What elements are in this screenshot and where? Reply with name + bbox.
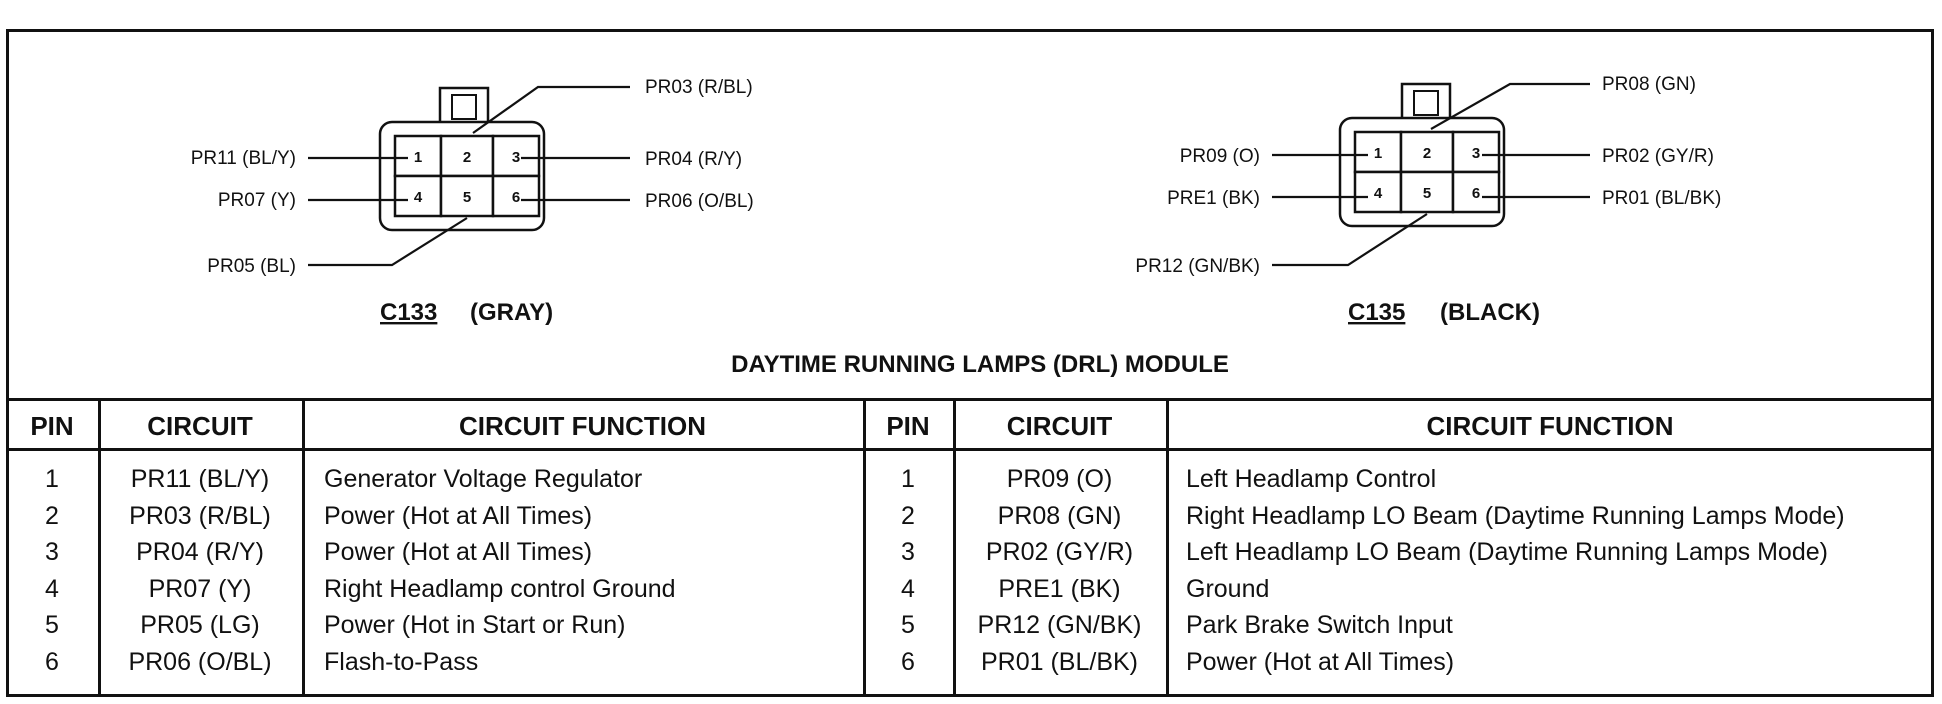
right-row-4-function: Ground (1186, 574, 1270, 603)
c133-callout-pin3: PR04 (R/Y) (645, 149, 743, 170)
c135-callout-pin4: PRE1 (BK) (1167, 188, 1260, 209)
c135-pin-5: 5 (1422, 185, 1432, 202)
c133-pin-6: 6 (511, 189, 521, 206)
left-row-1-pin: 1 (45, 465, 59, 493)
right-row-2-circuit: PR08 (GN) (997, 501, 1122, 530)
left-row-2-pin: 2 (45, 501, 59, 530)
c135-callout-pin1: PR09 (O) (1179, 146, 1260, 167)
c133-pin-4: 4 (413, 189, 423, 206)
left-row-3-function: Power (Hot at All Times) (324, 538, 593, 566)
table-top-border (6, 398, 1934, 401)
table-header-border (6, 448, 1934, 451)
left-row-1-circuit: PR11 (BL/Y) (130, 465, 270, 493)
left-row-3-circuit: PR04 (R/Y) (136, 538, 264, 566)
c133-callout-pin6: PR06 (O/BL) (645, 191, 754, 212)
right-row-6-function: Power (Hot at All Times) (1186, 647, 1455, 676)
c135-latch-slot (1414, 91, 1438, 115)
right-row-4-pin: 4 (901, 574, 915, 603)
pinout-table (6, 398, 1934, 697)
left-row-4-function: Right Headlamp control Ground (324, 574, 676, 603)
left-row-4-pin: 4 (45, 574, 59, 603)
header-circuit-left: CIRCUIT (147, 411, 253, 441)
header-function-right: CIRCUIT FUNCTION (1426, 411, 1674, 441)
right-row-1-function: Left Headlamp Control (1186, 465, 1437, 493)
left-row-2-function: Power (Hot at All Times) (324, 501, 593, 530)
c133-callout-pin4: PR07 (Y) (217, 190, 296, 211)
c133-callout-pin1: PR11 (BL/Y) (190, 148, 296, 169)
c133-id: C133 (380, 299, 438, 326)
c135-callout-pin5: PR12 (GN/BK) (1135, 256, 1260, 277)
left-row-2-circuit: PR03 (R/BL) (129, 501, 271, 530)
c135-color: (BLACK) (1440, 299, 1540, 326)
c135-callout-pin3: PR02 (GY/R) (1602, 146, 1714, 167)
left-row-5-function: Power (Hot in Start or Run) (324, 611, 626, 639)
module-title: DAYTIME RUNNING LAMPS (DRL) MODULE (731, 351, 1229, 378)
left-row-6-function: Flash-to-Pass (324, 647, 479, 676)
c135-id: C135 (1348, 299, 1406, 326)
left-row-6-circuit: PR06 (O/BL) (128, 647, 272, 676)
c135-pin-4: 4 (1373, 185, 1383, 202)
c133-color: (GRAY) (470, 299, 554, 326)
c135-pin-2: 2 (1422, 145, 1432, 162)
c133-pin-2: 2 (462, 149, 472, 166)
right-row-4-circuit: PRE1 (BK) (998, 574, 1121, 603)
c135-callout-pin6: PR01 (BL/BK) (1602, 188, 1722, 209)
left-row-5-pin: 5 (45, 611, 59, 639)
right-row-2-pin: 2 (901, 501, 915, 530)
right-row-3-function: Left Headlamp LO Beam (Daytime Running Lamps Mode) (1186, 538, 1828, 566)
left-row-3-pin: 3 (45, 538, 59, 566)
right-row-3-circuit: PR02 (GY/R) (985, 538, 1134, 566)
connector-c133 (191, 77, 754, 326)
c133-pin-3: 3 (511, 149, 521, 166)
c135-callout-pin2: PR08 (GN) (1602, 74, 1696, 95)
right-row-5-pin: 5 (901, 611, 915, 639)
right-row-3-pin: 3 (901, 538, 915, 566)
header-pin-left: PIN (30, 411, 74, 441)
header-pin-right: PIN (886, 411, 930, 441)
c133-callout-pin2: PR03 (R/BL) (645, 77, 753, 98)
left-row-1-function: Generator Voltage Regulator (324, 465, 643, 493)
left-row-6-pin: 6 (45, 647, 59, 676)
right-row-6-circuit: PR01 (BL/BK) (980, 647, 1138, 676)
c133-latch-slot (452, 95, 476, 119)
right-row-5-function: Park Brake Switch Input (1186, 611, 1453, 639)
right-row-1-circuit: PR09 (O) (1006, 465, 1113, 493)
c135-pin-6: 6 (1471, 185, 1481, 202)
c133-pin-1: 1 (413, 149, 423, 166)
left-row-4-circuit: PR07 (Y) (148, 574, 252, 603)
connector-c135 (1135, 74, 1721, 326)
c135-pin-3: 3 (1471, 145, 1481, 162)
right-row-2-function: Right Headlamp LO Beam (Daytime Running Lamps Mode) (1186, 501, 1845, 530)
right-row-1-pin: 1 (901, 465, 915, 493)
c135-pin-1: 1 (1373, 145, 1383, 162)
right-row-5-circuit: PR12 (GN/BK) (977, 611, 1142, 639)
right-row-6-pin: 6 (901, 647, 915, 676)
header-circuit-right: CIRCUIT (1006, 411, 1113, 441)
left-row-5-circuit: PR05 (LG) (140, 611, 260, 639)
c133-pin-5: 5 (462, 189, 472, 206)
header-function-left: CIRCUIT FUNCTION (459, 411, 706, 441)
c133-callout-pin5: PR05 (BL) (207, 256, 296, 277)
